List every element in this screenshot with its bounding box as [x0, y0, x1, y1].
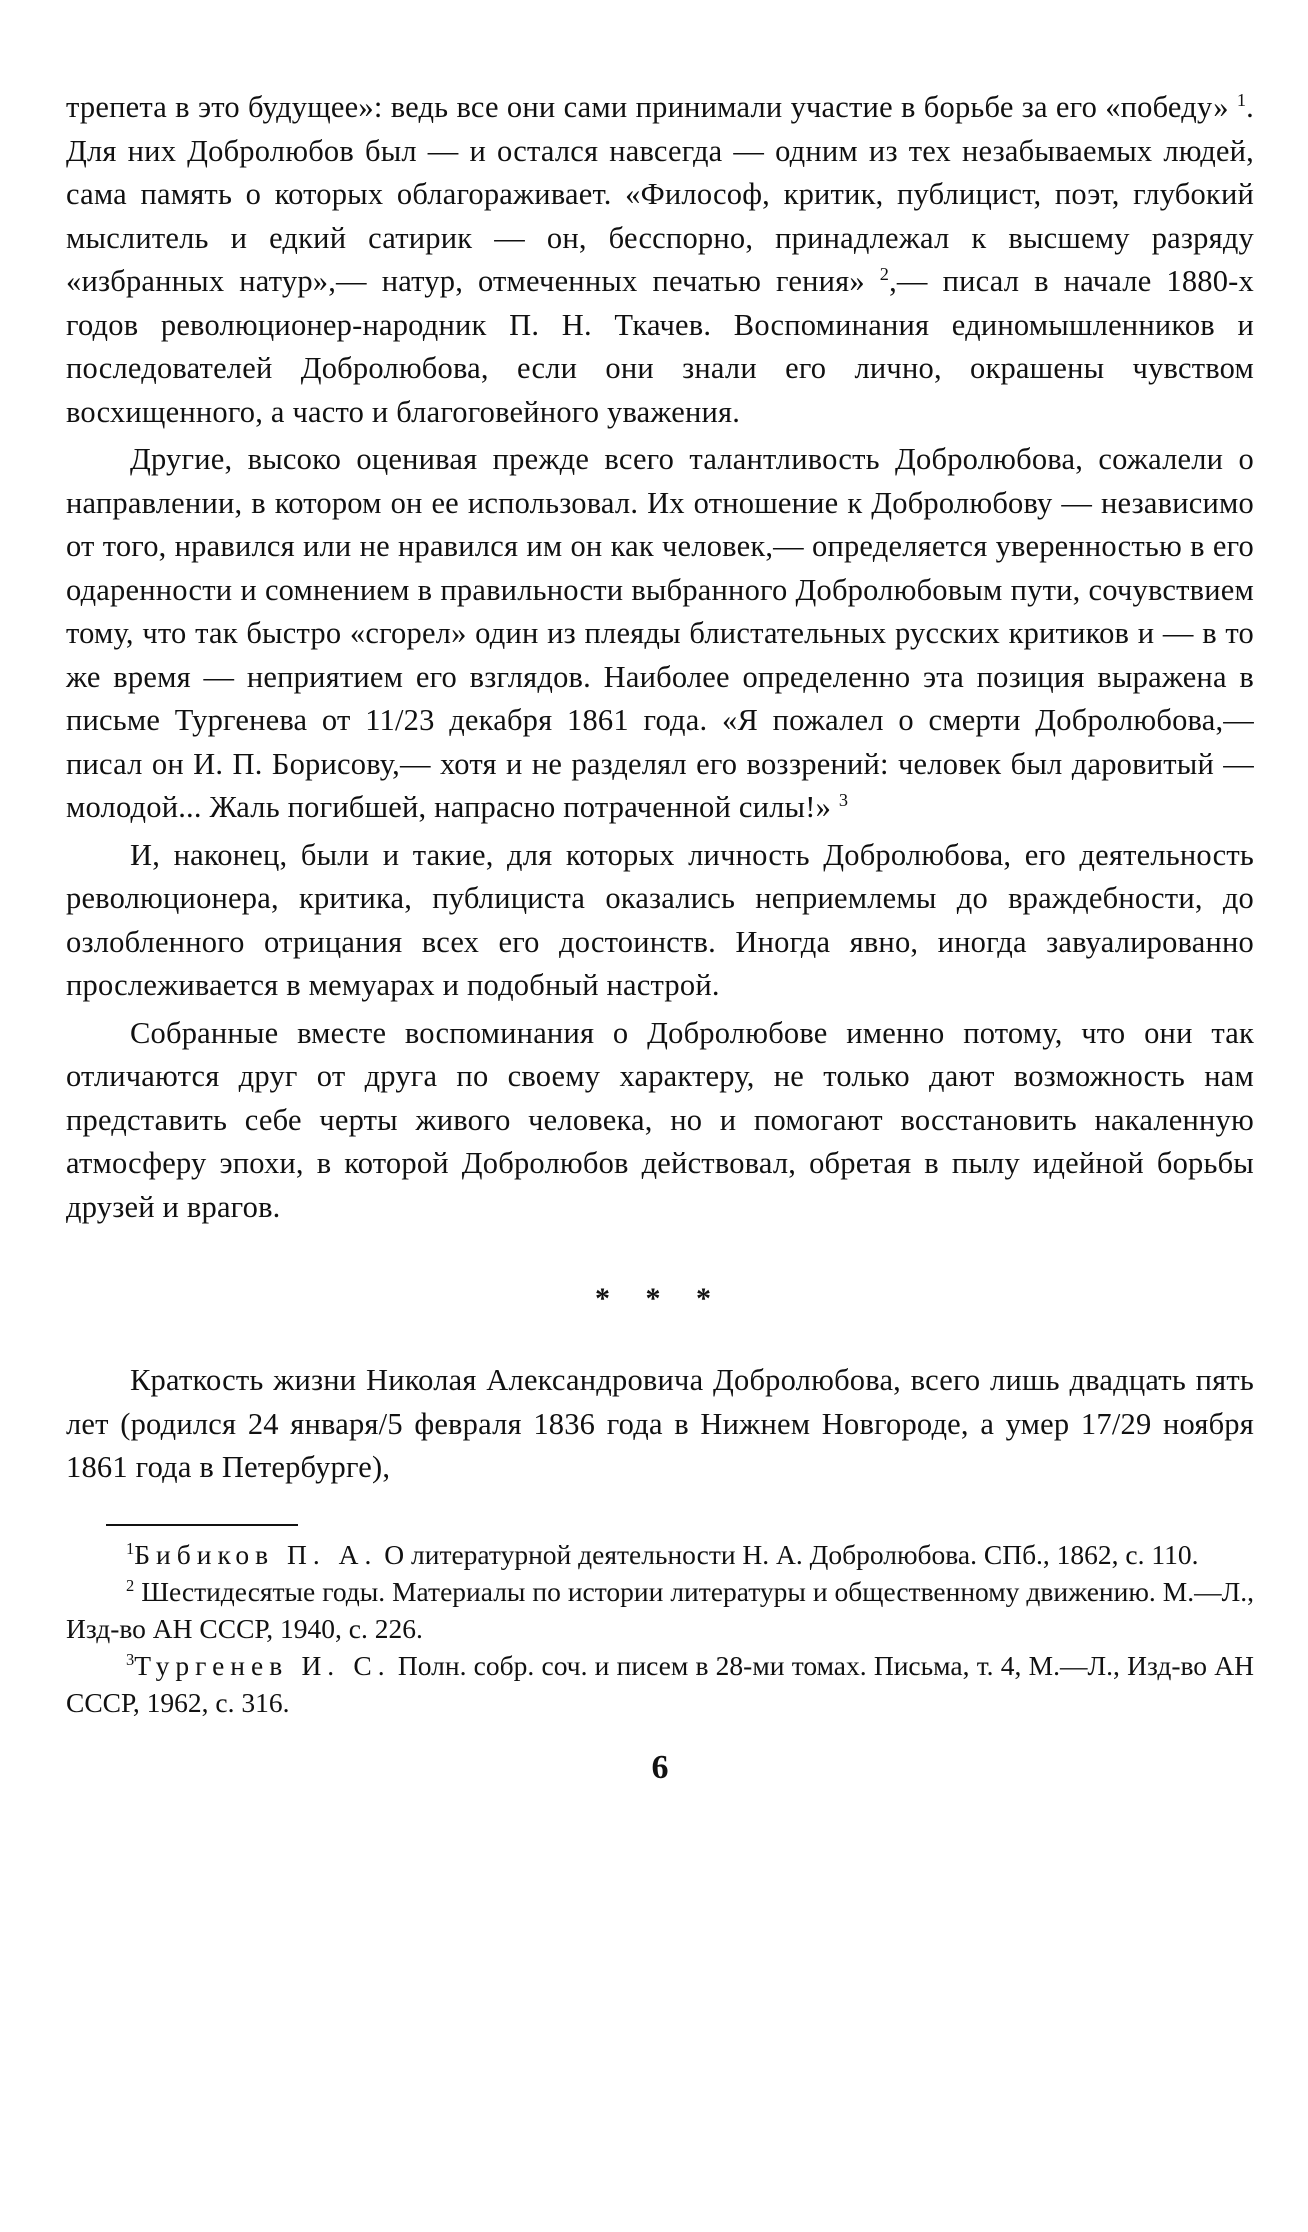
footnote-1-text: О литературной деятельности Н. А. Добролюбова. СПб., 1862, с. 110.	[377, 1538, 1199, 1570]
paragraph-2-text: Другие, высоко оценивая прежде всего талантливость Добролюбова, сожалели о направлении, в котором он ее использовал. Их отношение к Добролюбову — независимо от того, нравился или не нравился им он как человек,— определяется уверенностью в его одаренности и сомнением в правильности выбранного Добролюбовым пути, сочувствием тому, что так быстро «сгорел» один из плеяды блистательных русских критиков и — в то же время — неприятием его взглядов. Наиболее определенно эта позиция выражена в письме Тургенева от 11/23 декабря 1861 года. «Я пожалел о смерти Добролюбова,— писал он И. П. Борисову,— хотя и не разделял его воззрений: человек был даровитый — молодой... Жаль погибшей, напрасно потраченной силы!»	[66, 442, 1254, 824]
footnote-3	[66, 1647, 1254, 1721]
paragraph-4: Собранные вместе воспоминания о Добролюбове именно потому, что они так отличаются друг от друга по своему характеру, не только дают возможность нам представить себе черты живого человека, но и помогают восстановить накаленную атмосферу эпохи, в которой Добролюбов действовал, обретая в пылу идейной борьбы друзей и врагов.	[66, 1015, 1254, 1224]
footnote-3-text: Полн. собр. соч. и писем в 28-ми томах. Письма, т. 4, М.—Л., Изд-во АН СССР, 1962, с. 316.	[66, 1649, 1254, 1718]
footnote-1-mark: 1	[126, 1538, 135, 1558]
footnote-ref-2: 2	[879, 263, 890, 284]
footnote-3-mark: 3	[126, 1649, 135, 1669]
paragraph-2	[66, 438, 1254, 830]
footnote-ref-1: 1	[1236, 89, 1247, 110]
paragraph-5: Краткость жизни Николая Александровича Добролюбова, всего лишь двадцать пять лет (родился 24 января/5 февраля 1836 года в Нижнем Новгороде, а умер 17/29 ноября 1861 года в Петербурге),	[66, 1363, 1254, 1484]
footnote-divider	[106, 1524, 298, 1526]
footnote-1	[66, 1536, 1254, 1573]
footnote-2-mark: 2	[126, 1575, 135, 1595]
footnote-ref-3: 3	[838, 789, 849, 810]
footnote-1-author: Бибиков П. А.	[134, 1538, 378, 1570]
footnote-2-text: Шестидесятые годы. Материалы по истории литературы и общественному движению. М.—Л., Изд-во АН СССР, 1940, с. 226.	[66, 1575, 1254, 1644]
paragraph-1	[66, 86, 1254, 434]
paragraph-1-text-c: ,— писал в начале 1880-х годов революционер-народник П. Н. Ткачев. Воспоминания единомышленников и последователей Добролюбова, если они знали его лично, окрашены чувством восхищенного, а часто и благоговейного уважения.	[66, 264, 1254, 429]
page-number: 6	[651, 1748, 669, 1786]
paragraph-3: И, наконец, были и такие, для которых личность Добролюбова, его деятельность революционера, критика, публициста оказались неприемлемы до враждебности, до озлобленного отрицания всех его достоинств. Иногда явно, иногда завуалированно прослеживается в мемуарах и подобный настрой.	[66, 837, 1254, 1002]
section-separator: * * *	[595, 1282, 725, 1315]
footnote-3-author: Тургенев И. С.	[134, 1649, 391, 1681]
paragraph-1-text-b: . Для них Добролюбов был — и остался навсегда — одним из тех незабываемых людей, сама память о которых облагораживает. «Философ, критик, публицист, поэт, глубокий мыслитель и едкий сатирик — он, бесспорно, принадлежал к высшему разряду «избранных натур»,— натур, отмеченных печатью гения»	[66, 90, 1254, 298]
book-page	[66, 86, 1254, 1787]
footnote-2	[66, 1573, 1254, 1647]
paragraph-1-text-a: трепета в это будущее»: ведь все они сами принимали участие в борьбе за его «победу»	[66, 90, 1237, 124]
